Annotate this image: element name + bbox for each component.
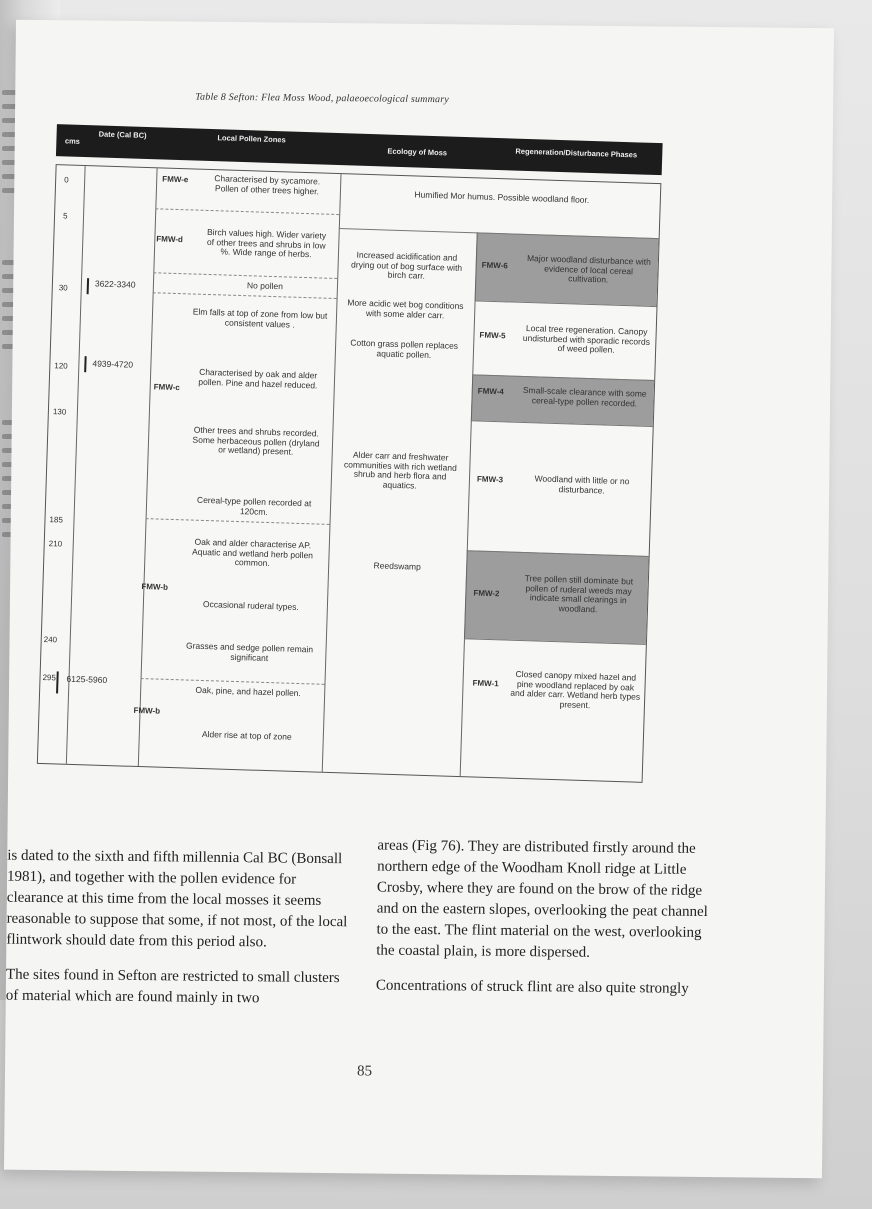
zone-text-oak-pine: Oak, pine, and hazel pollen. (195, 684, 302, 699)
zone-text-c: Characterised by oak and alder pollen. Pine and hazel reduced. (198, 366, 318, 390)
date-marker-2 (84, 356, 87, 372)
date-marker-1 (87, 278, 90, 294)
regen-label-1: FMW-1 (472, 678, 499, 689)
ecology-1: Increased acidification and drying out of bog surface with birch carr. (350, 249, 463, 281)
zone-label-e: FMW-e (162, 174, 189, 185)
depth-30: 30 (58, 283, 68, 293)
table-body (37, 164, 662, 783)
text-column-right (376, 836, 723, 1015)
header-ecology: Ecology of Moss (387, 146, 448, 158)
zone-text-elm: Elm falls at top of zone from low but consistent values . (192, 306, 328, 330)
ecology-4: Alder carr and freshwater communities with rich wetland shrub and herb flora and aquatics. (343, 449, 457, 491)
zone-text-alder-rise: Alder rise at top of zone (201, 729, 292, 742)
date-marker-3 (56, 671, 59, 693)
zone-text-nopollen: No pollen (246, 280, 284, 292)
depth-120: 120 (54, 361, 68, 371)
zone-text-e: Characterised by sycamore. Pollen of other trees higher. (214, 173, 321, 196)
regen-text-5: Local tree regeneration. Canopy undisturbed with sporadic records of weed pollen. (522, 322, 651, 355)
regen-text-4: Small-scale clearance with some cereal-type pollen recorded. (522, 384, 647, 409)
palaeoecological-table (37, 124, 663, 783)
book-page (4, 20, 834, 1179)
depth-295: 295 (42, 672, 57, 683)
regen-label-6: FMW-6 (481, 260, 508, 271)
depth-240: 240 (43, 634, 58, 645)
date-3: 6125-5960 (66, 673, 108, 686)
zone-text-grasses: Grasses and sedge pollen remain significant (185, 640, 314, 663)
table-caption: Table 8 Sefton: Flea Moss Wood, palaeoecological summary (195, 91, 450, 106)
text-column-left (6, 846, 353, 1025)
depth-0: 0 (64, 175, 69, 185)
zone-label-d: FMW-d (156, 234, 184, 245)
ecology-0: Humified Mor humus. Possible woodland floor. (414, 189, 590, 205)
zone-label-c: FMW-c (153, 382, 180, 393)
regen-label-3: FMW-3 (476, 474, 504, 485)
ecology-5: Reedswamp (373, 560, 421, 572)
regen-label-4: FMW-4 (477, 386, 504, 397)
zone-label-b: FMW-b (141, 582, 169, 592)
date-1: 3622-3340 (94, 278, 136, 290)
date-2: 4939-4720 (92, 358, 134, 370)
header-zones: Local Pollen Zones (217, 133, 286, 145)
depth-210: 210 (48, 539, 63, 549)
header-regen: Regeneration/Disturbance Phases (515, 146, 638, 160)
header-date: Date (Cal BC) (98, 129, 147, 140)
zone-label-a: FMW-b (133, 705, 161, 716)
zone-text-ruderal: Occasional ruderal types. (202, 598, 299, 612)
zone-text-oak-alder: Oak and alder characterise AP. Aquatic and wetland herb pollen common. (191, 536, 314, 569)
depth-5: 5 (62, 211, 68, 221)
zone-text-cereal: Cereal-type pollen recorded at 120cm. (196, 494, 312, 517)
page-number: 85 (356, 1063, 373, 1080)
zone-text-other: Other trees and shrubs recorded. Some herbaceous pollen (dryland or wetland) present. (192, 424, 320, 457)
regen-label-2: FMW-2 (473, 588, 500, 599)
header-cms: cms (64, 136, 81, 146)
paragraph: is dated to the sixth and fifth millennia Cal BC (Bonsall 1981), and together with the pollen evidence for clearance at this time from the local mosses it seems reasonable to suppose that some, if not most, of the local flintwork should date from this period also. (6, 847, 348, 951)
depth-130: 130 (52, 407, 67, 417)
paragraph: The sites found in Sefton are restricted to small clusters of material which are found mainly in two (5, 966, 340, 1007)
zone-text-d: Birch values high. Wider variety of other trees and shrubs in low %. Wide range of herbs. (206, 226, 327, 260)
ecology-3: Cotton grass pollen replaces aquatic pollen. (350, 337, 459, 360)
regen-text-2: Tree pollen still dominate but pollen of ruderal weeds may indicate small clearings in woodland. (524, 573, 634, 614)
depth-185: 185 (49, 515, 63, 525)
regen-label-5: FMW-5 (479, 330, 506, 341)
regen-text-3: Woodland with little or no disturbance. (534, 473, 630, 496)
paragraph: Concentrations of struck flint are also quite strongly (375, 977, 689, 997)
regen-text-6: Major woodland disturbance with evidence of local cereal cultivation. (526, 252, 651, 285)
regen-text-1: Closed canopy mixed hazel and pine woodland replaced by oak and alder carr. Wetland herb types present. (510, 668, 641, 710)
paragraph: areas (Fig 76). They are distributed firstly around the northern edge of the Woodham Knoll ridge at Little Crosby, where they are found on the brow of the ridge and on the eastern slopes, overlooking the peat channel to the east. The flint material on the west, overlooking the coastal plain, is more dispersed. (376, 837, 708, 961)
ecology-2: More acidic wet bog conditions with some alder carr. (347, 297, 464, 320)
